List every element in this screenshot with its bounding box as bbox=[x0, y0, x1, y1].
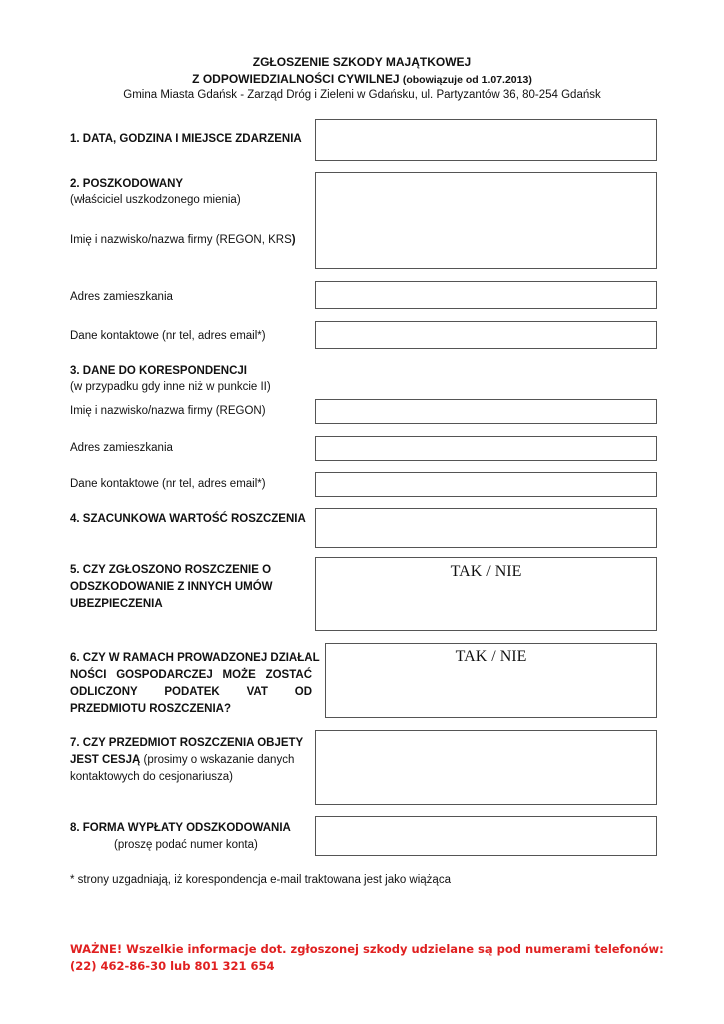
injured-address-label: Adres zamieszkania bbox=[70, 291, 173, 303]
injured-contact-field[interactable] bbox=[315, 321, 657, 349]
payment-account-field[interactable] bbox=[315, 816, 657, 856]
other-insurance-yes-no[interactable]: TAK / NIE bbox=[450, 563, 522, 580]
section-7-line2 bbox=[70, 752, 294, 769]
correspondence-address-field[interactable] bbox=[315, 436, 657, 461]
section-7-cession-bold: JEST CESJĄ bbox=[70, 754, 141, 766]
section-3-label: 3. DANE DO KORESPONDENCJI bbox=[70, 365, 248, 377]
section-6-line2: NOŚCI GOSPODARCZEJ MOŻE ZOSTAĆ bbox=[70, 669, 312, 681]
cession-field[interactable] bbox=[315, 730, 657, 805]
correspondence-contact-label: Dane kontaktowe (nr tel, adres email*) bbox=[70, 478, 266, 490]
section-5-line3: UBEZPIECZENIA bbox=[70, 598, 163, 610]
correspondence-address-label: Adres zamieszkania bbox=[70, 442, 173, 454]
section-7-cession-rest: (prosimy o wskazanie danych bbox=[140, 754, 295, 766]
section-1-label: 1. DATA, GODZINA I MIEJSCE ZDARZENIA bbox=[70, 133, 302, 145]
section-5-line1: 5. CZY ZGŁOSZONO ROSZCZENIE O bbox=[70, 564, 272, 576]
injured-address-field[interactable] bbox=[315, 281, 657, 309]
correspondence-name-label: Imię i nazwisko/nazwa firmy (REGON) bbox=[70, 405, 266, 417]
incident-date-place-field[interactable] bbox=[315, 119, 657, 161]
correspondence-contact-field[interactable] bbox=[315, 472, 657, 497]
footnote: * strony uzgadniają, iż korespondencja e-mail traktowana jest jako wiążąca bbox=[70, 874, 451, 886]
section-6-line1: 6. CZY W RAMACH PROWADZONEJ DZIAŁAL bbox=[70, 652, 320, 664]
section-7-line3: kontaktowych do cesjonariusza) bbox=[70, 771, 233, 783]
vat-deduction-yes-no[interactable]: TAK / NIE bbox=[455, 648, 527, 665]
section-4-label: 4. SZACUNKOWA WARTOŚĆ ROSZCZENIA bbox=[70, 513, 306, 525]
injured-contact-label: Dane kontaktowe (nr tel, adres email*) bbox=[70, 330, 266, 342]
injured-name-label-paren: ) bbox=[291, 234, 296, 246]
form-subtitle: Gmina Miasta Gdańsk - Zarząd Dróg i Zieleni w Gdańsku, ul. Partyzantów 36, 80-254 Gdańsk bbox=[123, 89, 601, 101]
form-title-main: Z ODPOWIEDZIALNOŚCI CYWILNEJ bbox=[192, 72, 400, 86]
section-6-line3: ODLICZONY PODATEK VAT OD bbox=[70, 686, 312, 698]
important-notice-phones: (22) 462-86-30 lub 801 321 654 bbox=[70, 959, 275, 973]
vat-deduction-field[interactable] bbox=[325, 643, 657, 718]
section-6-line4: PRZEDMIOTU ROSZCZENIA? bbox=[70, 703, 231, 715]
section-8-label: 8. FORMA WYPŁATY ODSZKODOWANIA bbox=[70, 822, 291, 834]
section-2-sub: (właściciel uszkodzonego mienia) bbox=[70, 194, 241, 206]
claim-value-field[interactable] bbox=[315, 508, 657, 548]
effective-date-note: (obowiązuje od 1.07.2013) bbox=[402, 74, 532, 86]
injured-name-label bbox=[70, 232, 296, 249]
section-8-sub: (proszę podać numer konta) bbox=[114, 839, 258, 851]
form-title-line2 bbox=[0, 72, 724, 86]
section-7-line1: 7. CZY PRZEDMIOT ROSZCZENIA OBJETY bbox=[70, 737, 304, 749]
important-notice-line1: WAŻNE! Wszelkie informacje dot. zgłoszonej szkody udzielane są pod numerami telefonów: bbox=[70, 942, 664, 956]
correspondence-name-field[interactable] bbox=[315, 399, 657, 424]
section-5-line2: ODSZKODOWANIE Z INNYCH UMÓW bbox=[70, 581, 273, 593]
other-insurance-field[interactable] bbox=[315, 557, 657, 631]
section-3-sub: (w przypadku gdy inne niż w punkcie II) bbox=[70, 381, 271, 393]
form-title: ZGŁOSZENIE SZKODY MAJĄTKOWEJ bbox=[252, 55, 472, 69]
section-2-label: 2. POSZKODOWANY bbox=[70, 178, 184, 190]
injured-party-field[interactable] bbox=[315, 172, 657, 269]
injured-name-label-text: Imię i nazwisko/nazwa firmy (REGON, KRS bbox=[70, 234, 292, 246]
